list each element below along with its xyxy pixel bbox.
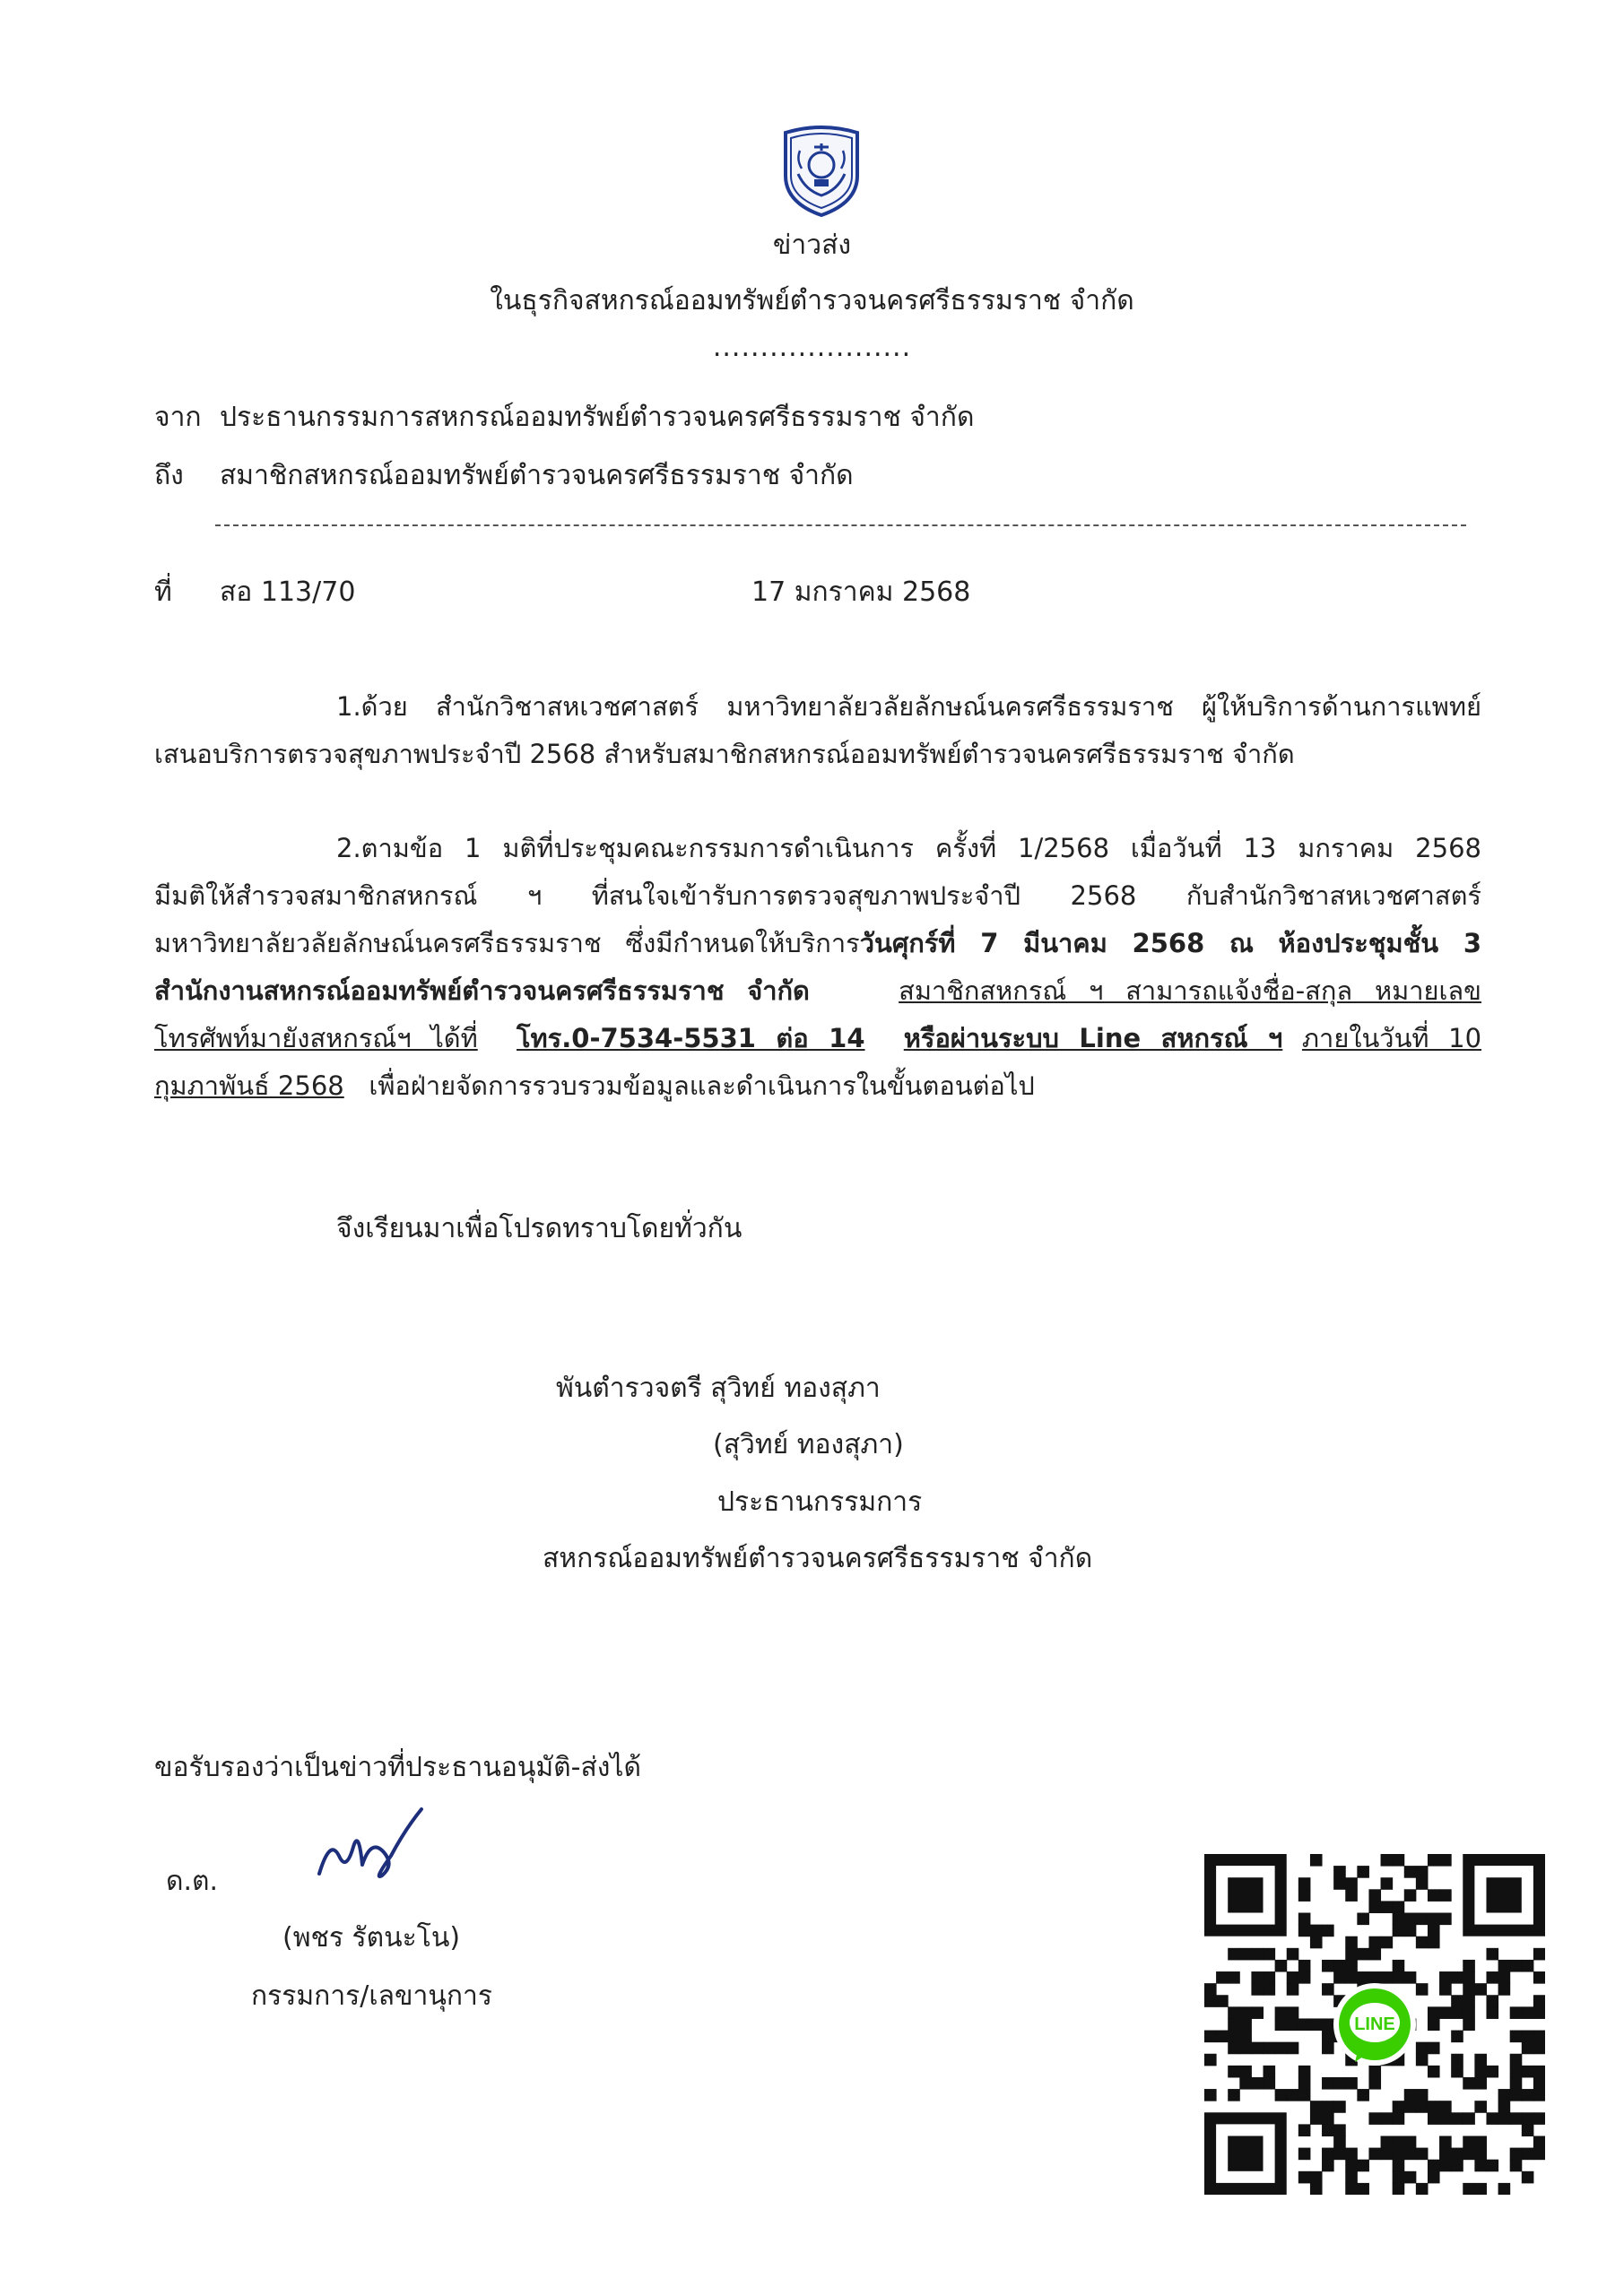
document-title: ข่าวส่ง: [772, 230, 852, 261]
venue-highlight: สำนักงานสหกรณ์ออมทรัพย์ตำรวจนครศรีธรรมราช จำกัด: [154, 975, 810, 1006]
to-value: สมาชิกสหกรณ์ออมทรัพย์ตำรวจนครศรีธรรมราช จำกัด: [220, 460, 854, 491]
signer-position: ประธานกรรมการ: [717, 1486, 923, 1518]
signer-rank-name: พันตำรวจตรี สุวิทย์ ทองสุภา: [556, 1373, 881, 1404]
to-label: ถึง: [154, 460, 184, 491]
header-dots: .....................: [712, 332, 912, 363]
cooperative-logo-icon: [778, 124, 864, 217]
line-highlight: หรือผ่านระบบ Line สหกรณ์ ฯ: [903, 1023, 1283, 1053]
signer-organization: สหกรณ์ออมทรัพย์ตำรวจนครศรีธรรมราช จำกัด: [543, 1543, 1093, 1574]
certify-position: กรรมการ/เลขานุการ: [251, 1980, 493, 2012]
document-subtitle: ในธุรกิจสหกรณ์ออมทรัพย์ตำรวจนครศรีธรรมราช จำกัด: [490, 285, 1134, 316]
certify-name: (พชร รัตนะโน): [282, 1922, 461, 1954]
ref-label: ที่: [154, 576, 172, 608]
from-value: ประธานกรรมการสหกรณ์ออมทรัพย์ตำรวจนครศรีธรรมราช จำกัด: [220, 402, 975, 433]
closing-text: จึงเรียนมาเพื่อโปรดทราบโดยทั่วกัน: [336, 1213, 743, 1244]
signer-name: (สุวิทย์ ทองสุภา): [713, 1429, 904, 1460]
paragraph-2: 2.ตามข้อ 1 มติที่ประชุมคณะกรรมการดำเนินการ ครั้งที่ 1/2568 เมื่อวันที่ 13 มกราคม 2568 มีมติให้สำรวจสมาชิกสหกรณ์ ฯ ที่สนใจเข้ารับการตรวจสุขภาพประจำปี 2568 กับสำนักวิชาสหเวชศาสตร์ มหาวิทยาลัยวลัยลักษณ์นครศรีธรรมราช ซึ่งมีกำหนดให้บริการวันศุกร์ที่ 7 มีนาคม 2568 ณ ห้องประชุมชั้น 3 สำนักงานสหกรณ์ออมทรัพย์ตำรวจนครศรีธรรมราช จำกัด สมาชิกสหกรณ์ ฯ สามารถแจ้งชื่อ-สกุล หมายเลข โทรศัพท์มายังสหกรณ์ฯ ได้ที่ โทร.0-7534-5531 ต่อ 14 หรือผ่านระบบ Line สหกรณ์ ฯ ภายในวันที่ 10 กุมภาพันธ์ 2568 เพื่อฝ่ายจัดการรวบรวมข้อมูลและดำเนินการในขั้นตอนต่อไป: [154, 833, 1482, 1101]
paragraph-1: 1.ด้วย สำนักวิชาสหเวชศาสตร์ มหาวิทยาลัยวลัยลักษณ์นครศรีธรรมราช ผู้ให้บริการด้านการแพทย์ เสนอบริการตรวจสุขภาพประจำปี 2568 สำหรับสมาชิกสหกรณ์ออมทรัพย์ตำรวจนครศรีธรรมราช จำกัด: [154, 691, 1481, 769]
from-label: จาก: [154, 402, 202, 433]
certify-text: ขอรับรองว่าเป็นข่าวที่ประธานอนุมัติ-ส่งได้: [154, 1752, 642, 1783]
certify-rank: ด.ต.: [166, 1866, 219, 1897]
svg-text:LINE: LINE: [1354, 2014, 1395, 2034]
document-date: 17 มกราคม 2568: [751, 576, 971, 608]
separator-line: [215, 524, 1466, 526]
ref-number: สอ 113/70: [220, 576, 356, 608]
service-date-highlight: วันศุกร์ที่ 7 มีนาคม 2568 ณ ห้องประชุมชั้น 3: [859, 928, 1481, 958]
handwritten-signature-icon: [312, 1802, 429, 1892]
phone-highlight: โทร.0-7534-5531 ต่อ 14: [516, 1023, 865, 1053]
line-qr-code-icon: [1204, 1854, 1545, 2195]
